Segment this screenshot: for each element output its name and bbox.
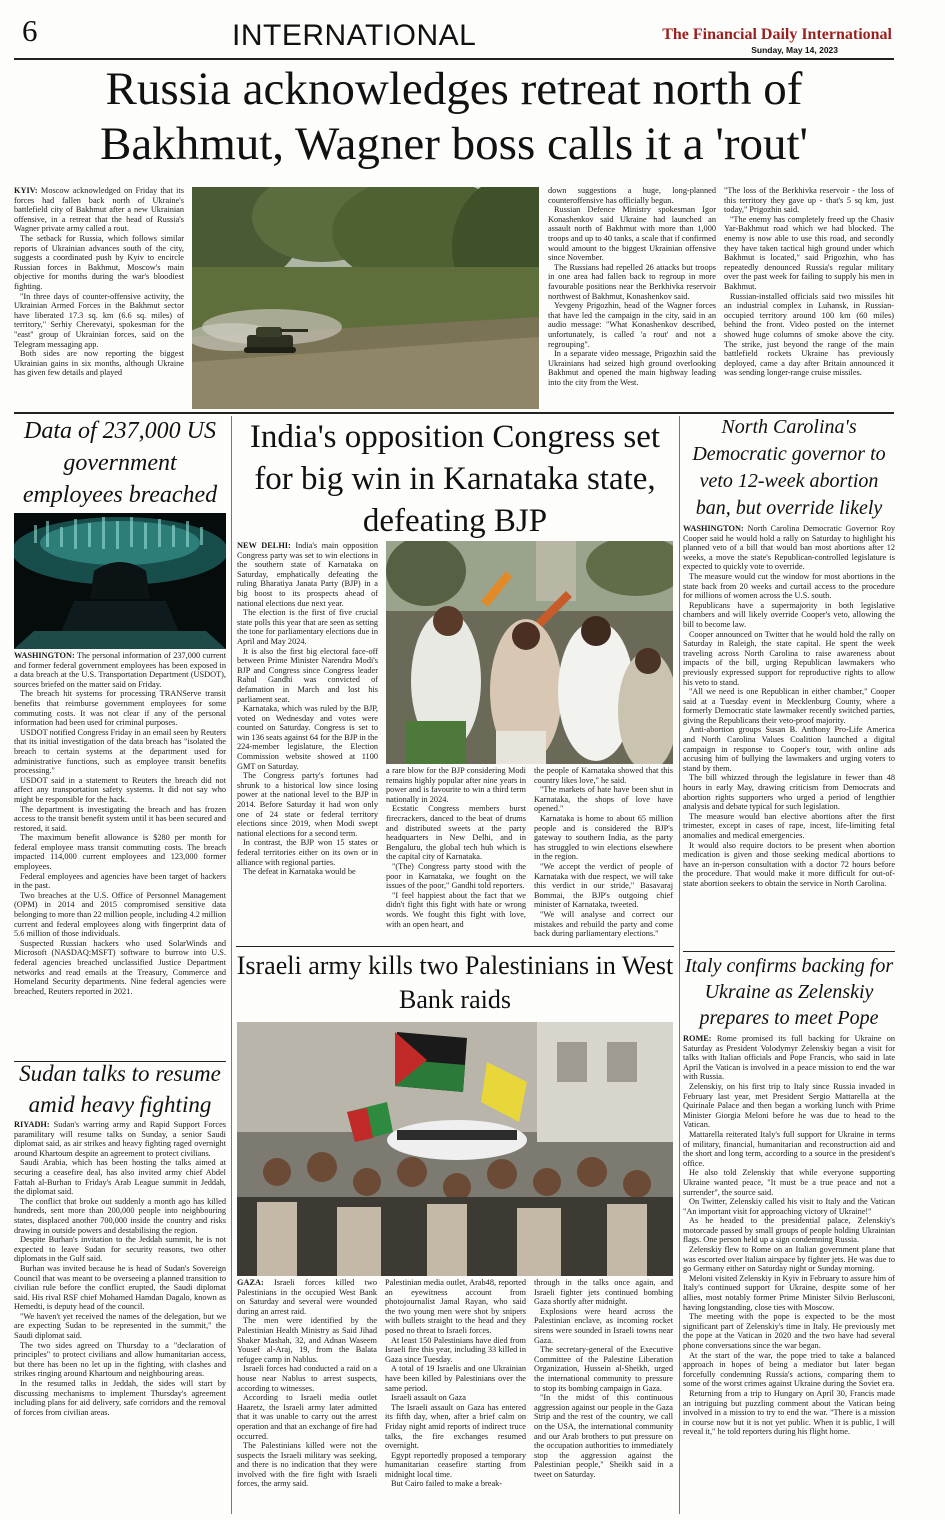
italy-headline: Italy confirms backing for Ukraine as Zelenskiy prepares to meet Pope [684, 955, 894, 1029]
column-divider-left [231, 416, 232, 1514]
israel-headline: Israeli army kills two Palestinians in West Bank raids [236, 951, 674, 1014]
funeral-photo-image [237, 1022, 673, 1276]
tank-photo [192, 187, 539, 409]
data-breach-headline: Data of 237,000 US government employees breached [22, 418, 218, 508]
column-divider-right [679, 416, 680, 1514]
sudan-dateline: RIYADH: [14, 1120, 50, 1129]
carolina-headline: North Carolina's Democratic governor to veto 12-week abortion ban, but override likely [692, 416, 886, 519]
data-breach-dateline: WASHINGTON: [14, 651, 75, 660]
india-israel-rule [236, 946, 674, 947]
russia-column-2: down suggestions a huge, long-planned counteroffensive has officially begun. Russian Defence Ministry spokesman Igor Konashenkov said Ukraine had launched an assault north of Bakhmut with more than 1,000 troops and up to 40 tanks, a scale that if confirmed would amount to the biggest Ukrainian offensive since November. The Russians had repelled 26 attacks but troops in one area had fallen back to regroup in more favourable positions near the Berkhivka reservoir northwest of Bakhmut, Konashenkov said. Yevgeny Prigozhin, head of the Wagner forces that have led the campaign in the city, said in an audio message: "What Konashenkov described, unfortunately, is called 'a rout' and not a regrouping". In a separate video message, Prigozhin said the Ukrainians had seized high ground overlooking Bakhmut and opened the main highway leading into the city from the West. [548, 186, 716, 387]
india-column-2: a rare blow for the BJP considering Modi remains highly popular after nine years in power and is favourite to win a third term nationally in 2024. Ecstatic Congress members burst firecrackers, danced to the beat of drums and distributed sweets at the party headquarters in New Delhi, and in Bengaluru, the global tech hub which is the capital city of Karnataka. "(The) Congress party stood with the poor in Karnataka, we fought on the issues of the poor," Gandhi told reporters. "I feel happiest about the fact that we didn't fight this fight with hate or wrong words. We fought this fight with love, with an open heart, and [386, 766, 526, 929]
india-column-1: NEW DELHI: India's main opposition Congress party was set to win elections in the southern state of Karnataka on Saturday, emphatically defeating the ruling Bharatiya Janata Party (BJP) in a big boost to its prospects ahead of national elections due next year. The election is the first of five crucial state polls this year that are seen as setting the tone for parliamentary elections due in April and May 2024. It is also the first big electoral face-off between Prime Minister Narendra Modi's BJP and Congress since Congress leader Rahul Gandhi was convicted of defamation in March and lost his parliament seat. Karnataka, which was ruled by the BJP, voted on Wednesday and votes were counted on Saturday. Congress is set to win 136 seats against 64 for the BJP in the 224-member legislature, the Election Commission website showed at 1100 GMT on Saturday. The Congress party's fortunes had shrunk to a historical low since losing power at the national level to the BJP in 2014. Before Saturday it had won only one of 24 state or federal territory elections since 2019, when Modi swept national elections for a second term. In contrast, the BJP won 15 states or federal territories either on its own or in alliance with regional parties. The defeat in Karnataka would be [237, 541, 378, 877]
russia-headline: Russia acknowledges retreat north of Bakhmut, Wagner boss calls it a 'rout' [99, 63, 809, 170]
israel-column-1: GAZA: Israeli forces killed two Palestinians in the occupied West Bank on Saturday and several were wounded during an arrest raid. The men were identified by the Palestinian Health Ministry as Said Jihad Shaker Mashah, 32, and Adnan Waseem Yousef al-Araj, 19, from the Balata refugee camp in Nablus. Israeli forces had conducted a raid on a house near Nablus to arrest suspects, according to witnesses. According to Israeli media outlet Haaretz, the Israeli army later admitted that it was unable to carry out the arrest operation and that an exchange of fire had occurred. The Palestinians killed were not the suspects the Israeli military was seeking, and there is no indication that they were involved with the fire fight with Israeli forces, the army said. [237, 1278, 377, 1489]
issue-date: Sunday, May 14, 2023 [751, 45, 838, 55]
masthead-rule [14, 58, 894, 60]
hacker-photo [14, 513, 226, 649]
india-dateline: NEW DELHI: [237, 541, 291, 550]
section-title: INTERNATIONAL [232, 19, 477, 52]
page-number: 6 [22, 13, 38, 48]
india-column-3: the people of Karnataka showed that this country likes love," he said. "The markets of hate have been shut in Karnataka, the shops of love have opened." Karnataka is home to about 65 million people and is considered the BJP's gateway to southern India, as the party has struggled to win elections elsewhere in the region. "We accept the verdict of people of Karnataka with due respect, we will take this verdict in our stride," Basavaraj Bommai, the BJP's outgoing chief minister of Karnataka, tweeted. "We will analyse and correct our mistakes and rebuild the party and come back during parliamentary elections." [534, 766, 673, 939]
russia-column-1: KYIV: Moscow acknowledged on Friday that its forces had fallen back north of Ukraine's battlefield city of Bakhmut after a new Ukrainian offensive, in a retreat that the head of Russia's Wagner private army called a rout. The setback for Russia, which follows similar reports of Ukrainian advances south of the city, suggests a coordinated push by Kyiv to encircle Russian forces in Bakhmut, Moscow's main objective for months during the war's bloodiest fighting. "In three days of counter-offensive activity, the Ukrainian Armed Forces in the Bakhmut sector have liberated 17.3 sq. km (6.6 sq. miles) of territory," Serhiy Cherevatyi, spokesman for the "east" group of Ukrainian forces, said on the Telegram messaging app. Both sides are now reporting the biggest Ukrainian gains in six months, although Ukraine has given few details and played [14, 186, 184, 378]
tank-photo-image [192, 187, 539, 409]
italy-body: ROME: Rome promised its full backing for Ukraine on Saturday as President Volodymyr Zelenskiy began a visit for talks with Italian officials and Pope Francis, who said in late April the Vatican is involved in a peace mission to end the war with Russia. Zelenskiy, on his first trip to Italy since Russia invaded in February last year, met President Sergio Mattarella at the Quirinale Palace and then began a working lunch with Prime Minister Giorgia Meloni before he was due to head to the Vatican. Mattarella reiterated Italy's full support for Ukraine in terms of military, financial, humanitarian and reconstruction aid and the short and long term, according to a source in the president's office. He also told Zelenskiy that while everyone supporting Ukraine wanted peace, "It must be a true peace and not a surrender", the source said. On Twitter, Zelenskiy called his visit to Italy and the Vatican "An important visit for approaching victory of Ukraine!" As he headed to the presidential palace, Zelenskiy's motorcade passed by small groups of people holding Ukrainian flags. One person held up a sign condemning Russia. Zelenskiy flew to Rome on an Italian government plane that was escorted over Italian airspace by fighter jets. He was due to go Germany either on Saturday night or Sunday morning. Meloni visited Zelenskiy in Kyiv in February to assure him of Italy's continued support for Ukraine, despite some of her allies, most notably former Prime Minister Silvio Berlusconi, having longstanding, close ties with Moscow. The meeting with the pope is expected to be the most significant part of Zelenskiy's time in Italy. He previously met the pope at the Vatican in 2020 and the two have had several phone conversations since the war began. At the start of the war, the pope tried to take a balanced approach in hopes of being a mediator but later began forcefully condemning Russia's actions, comparing them to some of the worst crimes against Ukraine during the Soviet era. Returning from a trip to Hungary on April 30, Francis made an intriguing but puzzling comment about the Vatican being involved in a mission to try to end the war. "There is a mission in course now but it is not yet public. When it is public, I will reveal it," he told reporters during his flight home. [683, 1034, 895, 1437]
sudan-body: RIYADH: Sudan's warring army and Rapid Support Forces paramilitary will resume talks on Sunday, a senior Saudi diplomat said, as air strikes and heavy fighting raged overnight around Khartoum despite an agreement to protect civilians. Saudi Arabia, which has been hosting the talks aimed at securing a ceasefire deal, has also invited army chief Abdel Fattah al-Burhan to Friday's Arab League summit in Jeddah, the diplomat said. The conflict that broke out suddenly a month ago has killed hundreds, sent more than 200,000 people into neighbouring states, displaced another 700,000 inside the country and risks drawing in outside powers and destabilising the region. Despite Burhan's invitation to the Jeddah summit, he is not expected to leave Sudan for security reasons, two other diplomats in the Gulf said. Burhan was invited because he is head of Sudan's Sovereign Council that was meant to be overseeing a planned transition to civilian rule before the conflict erupted, the Saudi diplomat said. His rival RSF chief Mohamed Hamdan Dagalo, known as Hemedti, is deputy head of the council. "We haven't yet received the names of the delegation, but we are expecting Sudan to be represented in the summit," the Saudi diplomat said. The two sides agreed on Thursday to a "declaration of principles" to protect civilians and allow humanitarian access, but there has been no let up in the fighting, with clashes and strikes ringing around Khartoum and neighbouring areas. In the resumed talks in Jeddah, the sides will start by discussing mechanisms to implement Thursday's agreement including plans for aid delivery, safe corridors and the removal of forces from civilian areas. [14, 1120, 226, 1417]
israel-column-3: through in the talks once again, and Israeli fighter jets continued bombing Gaza shortly after midnight. Explosions were heard across the Palestinian enclave, as incoming rocket sirens were sounded in Israeli towns near Gaza. The secretary-general of the Executive Committee of the Palestine Liberation Organization, Hussein al-Sheikh, urged the international community to pressure to stop its bombing campaign in Gaza. "In the midst of this continuous aggression against our people in the Gaza Strip and the rest of the country, we call on the USA, the international community and our Arab brothers to put pressure on the occupation authorities to immediately stop the aggression against the Palestinian people," Sheikh said in a tweet on Saturday. [534, 1278, 673, 1479]
italy-dateline: ROME: [683, 1034, 712, 1043]
data-breach-body: WASHINGTON: The personal information of 237,000 current and former federal government employees has been exposed in a data breach at the U.S. Transportation Department (USDOT), sources briefed on the matter said on Friday. The breach hit systems for processing TRANServe transit benefits that reimburse government employees for some commuting costs. It was not clear if any of the personal information had been used for criminal purposes. USDOT notified Congress Friday in an email seen by Reuters that its initial investigation of the data breach has "isolated the breach to certain systems at the department used for administrative functions, such as employee transit benefits processing." USDOT said in a statement to Reuters the breach did not affect any transportation safety systems. It did not say who might be responsible for the hack. The department is investigating the breach and has frozen access to the transit benefit system until it has been secured and restored, it said. The maximum benefit allowance is $280 per month for federal employee mass transit commuting costs. The breach impacted 114,000 current employees and 123,000 former employees. Federal employees and agencies have been target of hackers in the past. Two breaches at the U.S. Office of Personnel Management (OPM) in 2014 and 2015 compromised sensitive data belonging to more than 22 million people, including 4.2 million current and federal employees along with fingerprint data of 5.6 million of those individuals. Suspected Russian hackers who used SolarWinds and Microsoft (NASDAQ:MSFT) software to burrow into U.S. federal agencies breached unclassified Justice Department networks and read emails at the Treasury, Commerce and Homeland Security departments. Nine federal agencies were breached, Reuters reported in 2021. [14, 651, 226, 996]
israel-column-2: Palestinian media outlet, Arab48, reported an eyewitness account from photojournalist Jamal Rayan, who said the two young men were shot by snipers with bullets straight to the head and they posed no threat to Israeli forces. At least 150 Palestinians have died from Israeli fire this year, including 33 killed in Gaza since Tuesday. A total of 19 Israelis and one Ukrainian have been killed by Palestinians over the same period. Israeli assault on Gaza The Israeli assault on Gaza has entered its fifth day, when, after a brief calm on Friday night amid reports of indirect truce talks, the fire exchanges resumed overnight. Egypt reportedly proposed a temporary humanitarian ceasefire starting from midnight local time. But Cairo failed to make a break- [385, 1278, 526, 1489]
russia-dateline: KYIV: [14, 186, 38, 195]
israel-dateline: GAZA: [237, 1278, 264, 1287]
sudan-headline: Sudan talks to resume amid heavy fighting [19, 1061, 221, 1117]
hacker-photo-image [14, 513, 226, 649]
paper-name: The Financial Daily International [662, 26, 892, 43]
carolina-body: WASHINGTON: North Carolina Democratic Governor Roy Cooper said he would hold a rally on Saturday to highlight his planned veto of a bill that would ban most abortions after 12 weeks, a move the state's Republican-controlled legislature is expected to quickly vote to override. The measure would cut the window for most abortions in the state back from 20 weeks and curtail access to the procedure for millions of women across the U.S. south. Republicans have a supermajority in both legislative chambers and will likely override Cooper's veto, allowing the bill to become law. Cooper announced on Twitter that he would hold the rally on Saturday in Raleigh, the state capital. He spent the week traveling across North Carolina to raise awareness about impacts of the bill, urging Republican lawmakers who previously expressed support for reproductive rights to allow his veto to stand. "All we need is one Republican in either chamber," Cooper said at a Tuesday event in Mecklenburg County, where a formerly Democratic state lawmaker recently switched parties, giving the Republicans their veto-proof majority. Anti-abortion groups Susan B. Anthony Pro-Life America and North Carolina Values Coalition launched a digital campaign in response to Cooper's tour, with online ads accusing him of bullying the lawmakers and urging voters to stand by them. The bill whizzed through the legislature in fewer than 48 hours in early May, drawing criticism from Democrats and abortion rights supporters who urged a period of lengthier analysis and debate typical for such legislation. The measure would ban elective abortions after the first trimester, except in cases of rape, incest, life-limiting fetal anomalies and medical emergencies. It would also require doctors to be present when abortion medication is given and those seeking medical abortions to have an in-person consultation with a doctor 72 hours before the procedure. That would make it more difficult for out-of-state abortion seekers to obtain the service in North Carolina. [683, 524, 895, 888]
congress-celebration-photo-image [386, 541, 673, 764]
funeral-photo [237, 1022, 673, 1276]
right-column-rule [683, 951, 895, 952]
congress-celebration-photo [386, 541, 673, 764]
carolina-dateline: WASHINGTON: [683, 524, 744, 533]
india-headline: India's opposition Congress set for big win in Karnataka state, defeating BJP [249, 419, 661, 539]
russia-column-3: "The loss of the Berkhivka reservoir - the loss of this territory they gave up - that's 5 sq km, just today," Prigozhin said. "The enemy has completely freed up the Chasiv Yar-Bakhmut road which we had blocked. The enemy is now able to use this road, and secondly they have taken tactical high ground under which Bakhmut is located," said Prigozhin, who has repeatedly denounced Russia's regular military over the past week for failing to supply his men in Bakhmut. Russian-installed officials said two missiles hit an industrial complex in Luhansk, in Russian-occupied territory around 100 km (60 miles) behind the front. Video posted on the internet showed huge columns of smoke above the city. The strike, just beyond the range of the main battlefield rockets Ukraine has previously deployed, came a day after Britain announced it was sending longer-range cruise missiles. [724, 186, 894, 378]
